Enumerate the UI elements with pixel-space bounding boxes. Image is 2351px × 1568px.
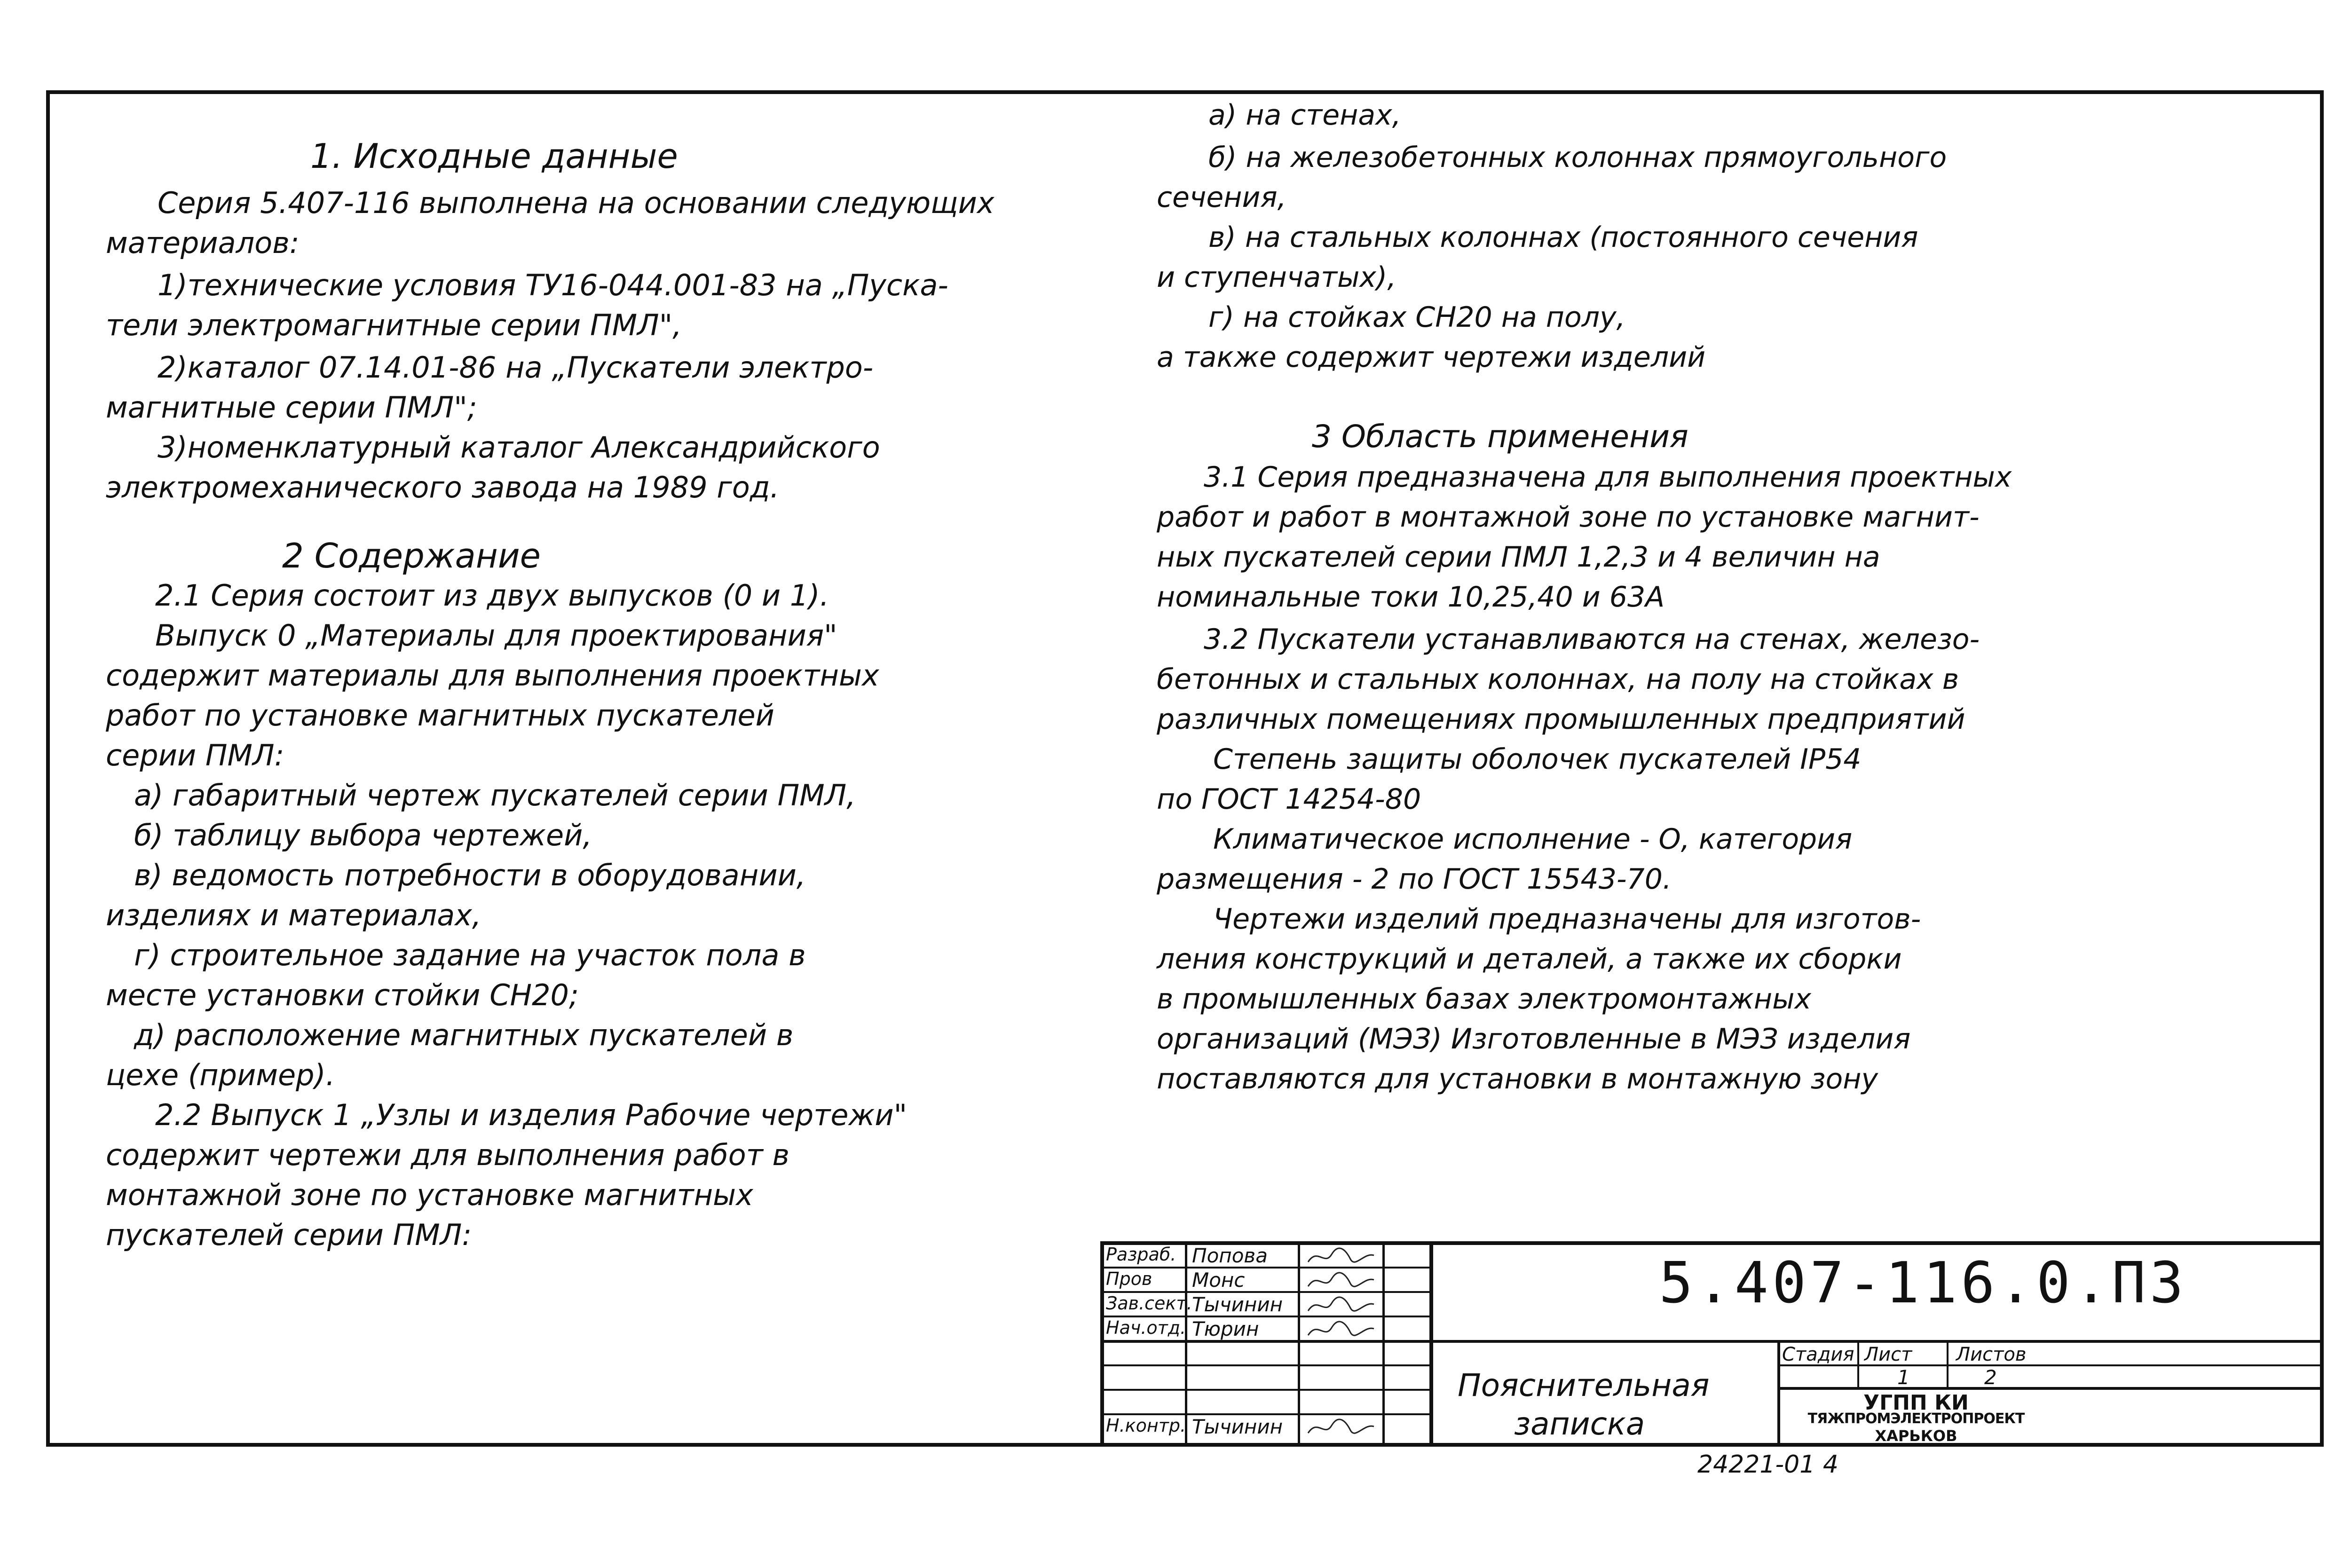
title-block (1100, 1241, 2324, 1447)
organization-line-2: ТЯЖПРОМЭЛЕКТРОПРОЕКТ (1807, 1410, 2025, 1427)
document-name-line-2: записка (1514, 1406, 1645, 1442)
signature-mark (1303, 1318, 1379, 1341)
title-block-name: Тюрин (1192, 1317, 1259, 1340)
text-line: цехе (пример). (106, 1058, 335, 1092)
text-line: пускателей серии ПМЛ: (106, 1218, 472, 1252)
text-line: номинальные токи 10,25,40 и 63А (1157, 581, 1665, 614)
text-line: Степень защиты оболочек пускателей IP54 (1213, 743, 1862, 776)
section-1-heading: 1. Исходные данные (310, 136, 678, 176)
archive-number: 24221-01 4 (1697, 1450, 1838, 1479)
title-block-role: Зав.сект. (1106, 1293, 1192, 1314)
text-line: размещения - 2 по ГОСТ 15543-70. (1157, 863, 1672, 896)
text-line: 2)каталог 07.14.01-86 на „Пускатели электро- (158, 350, 874, 385)
text-line: б) таблицу выбора чертежей, (134, 818, 592, 852)
section-3-heading: 3 Область применения (1312, 418, 1688, 455)
stage-label: Стадия (1782, 1344, 1854, 1365)
organization-line-3: ХАРЬКОВ (1875, 1427, 1957, 1445)
title-block-role: Пров (1106, 1269, 1152, 1289)
text-line: организаций (МЭЗ) Изготовленные в МЭЗ изделия (1157, 1023, 1911, 1056)
text-line: ления конструкций и деталей, а также их сборки (1157, 943, 1902, 976)
title-block-name: Попова (1192, 1244, 1268, 1267)
text-line: содержит материалы для выполнения проектных (106, 658, 879, 693)
sheets-value: 2 (1984, 1366, 1997, 1389)
text-line: поставляются для установки в монтажную зону (1157, 1063, 1878, 1095)
sheet-label: Лист (1864, 1344, 1912, 1365)
organization-line-1: УГПП КИ (1863, 1391, 1969, 1415)
text-line: бетонных и стальных колоннах, на полу на стойках в (1157, 663, 1959, 696)
signature-mark (1303, 1269, 1379, 1292)
title-block-name: Тычинин (1192, 1293, 1283, 1316)
title-block-name: Монс (1192, 1269, 1245, 1292)
text-line: а также содержит чертежи изделий (1157, 341, 1706, 374)
text-line: в) ведомость потребности в оборудовании, (134, 858, 806, 892)
text-line: 1)технические условия ТУ16-044.001-83 на „Пуска- (158, 268, 948, 302)
text-line: 2.1 Серия состоит из двух выпусков (0 и 1). (155, 578, 829, 613)
text-line: а) на стенах, (1208, 99, 1401, 132)
text-line: материалов: (106, 226, 300, 260)
text-line: б) на железобетонных колоннах прямоугольного (1208, 141, 1947, 174)
section-2-heading: 2 Содержание (282, 536, 541, 575)
title-block-role: Разраб. (1106, 1244, 1176, 1265)
text-line: в промышленных базах электромонтажных (1157, 983, 1811, 1016)
document-designation: 5.407-116.0.ПЗ (1659, 1251, 2187, 1316)
signature-mark (1303, 1245, 1379, 1268)
text-line: 2.2 Выпуск 1 „Узлы и изделия Рабочие чертежи" (155, 1098, 907, 1132)
text-line: работ по установке магнитных пускателей (106, 698, 774, 733)
document-name-line-1: Пояснительная (1458, 1367, 1710, 1403)
text-line: работ и работ в монтажной зоне по установке магнит- (1157, 501, 1980, 534)
signature-mark (1303, 1294, 1379, 1316)
title-block-name: Тычинин (1192, 1415, 1283, 1438)
text-line: а) габаритный чертеж пускателей серии ПМЛ, (134, 778, 856, 812)
text-line: месте установки стойки СН20; (106, 978, 579, 1012)
text-line: 3.1 Серия предназначена для выполнения проектных (1204, 461, 2012, 494)
text-line: тели электромагнитные серии ПМЛ", (106, 308, 682, 342)
signature-mark (1303, 1416, 1379, 1439)
text-line: сечения, (1157, 181, 1286, 214)
sheet-value: 1 (1897, 1366, 1910, 1389)
text-line: по ГОСТ 14254-80 (1157, 783, 1421, 816)
text-line: изделиях и материалах, (106, 898, 481, 932)
text-line: различных помещениях промышленных предприятий (1157, 703, 1965, 736)
text-line: г) на стойках СН20 на полу, (1208, 301, 1625, 334)
text-line: Чертежи изделий предназначены для изготов- (1213, 903, 1921, 936)
text-line: г) строительное задание на участок пола в (134, 938, 806, 972)
text-line: электромеханического завода на 1989 год. (106, 470, 780, 504)
text-line: Выпуск 0 „Материалы для проектирования" (155, 618, 837, 653)
title-block-role: Н.контр. (1106, 1415, 1186, 1436)
sheets-label: Листов (1956, 1344, 2027, 1365)
text-line: в) на стальных колоннах (постоянного сечения (1208, 221, 1918, 254)
text-line: серии ПМЛ: (106, 738, 284, 772)
text-line: монтажной зоне по установке магнитных (106, 1178, 753, 1212)
text-line: магнитные серии ПМЛ"; (106, 390, 477, 425)
text-line: 3.2 Пускатели устанавливаются на стенах, железо- (1204, 623, 1980, 656)
text-line: д) расположение магнитных пускателей в (134, 1018, 794, 1052)
text-line: и ступенчатых), (1157, 261, 1396, 294)
text-line: содержит чертежи для выполнения работ в (106, 1138, 790, 1172)
text-line: ных пускателей серии ПМЛ 1,2,3 и 4 величин на (1157, 541, 1880, 574)
text-line: Серия 5.407-116 выполнена на основании следующих (158, 186, 994, 220)
title-block-role: Нач.отд. (1106, 1317, 1186, 1338)
text-line: Климатическое исполнение - О, категория (1213, 823, 1853, 856)
text-line: 3)номенклатурный каталог Александрийского (158, 430, 880, 465)
